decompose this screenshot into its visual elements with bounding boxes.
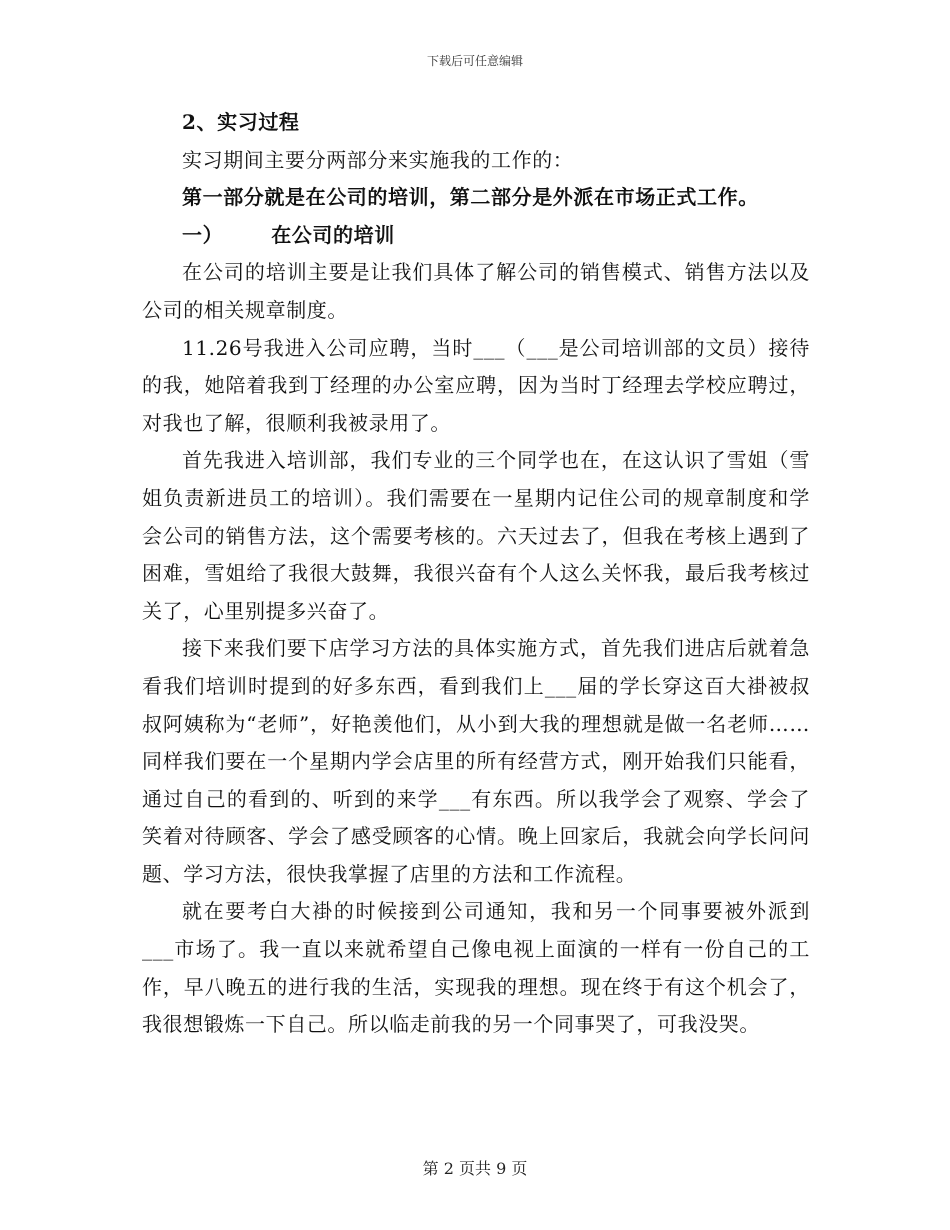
section-heading: 2、实习过程 — [182, 110, 300, 134]
body-paragraph-2: 11.26号我进入公司应聘，当时___（___是公司培训部的文员）接待的我，她陪着我到丁经理的办公室应聘，因为当时丁经理去学校应聘过，对我也了解，很顺利我被录用了。 — [142, 335, 810, 435]
subsection-title: 在公司的培训 — [271, 222, 395, 247]
body-paragraph-4: 接下来我们要下店学习方法的具体实施方式，首先我们进店后就着急看我们培训时提到的好多东西，看到我们上___届的学长穿这百大褂被叔叔阿姨称为“老师”，好艳羡他们，从小到大我的理想就是做一名老师……同样我们要在一个星期内学会店里的所有经营方式，刚开始我们只能看，通过自己的看到的、听到的来学___有东西。所以我学会了观察、学会了笑着对待顾客、学会了感受顾客的心情。晚上回家后，我就会向学长问问题、学习方法，很快我掌握了店里的方法和工作流程。 — [142, 636, 810, 886]
page-footer: 第 2 页共 9 页 — [422, 1159, 528, 1178]
summary-paragraph: 第一部分就是在公司的培训，第二部分是外派在市场正式工作。 — [182, 185, 759, 210]
document-body — [142, 104, 810, 1044]
body-paragraph-5: 就在要考白大褂的时候接到公司通知，我和另一个同事要被外派到___市场了。我一直以来就希望自己像电视上面演的一样有一份自己的工作，早八晚五的进行我的生活，实现我的理想。现在终于有这个机会了，我很想锻炼一下自己。所以临走前我的另一个同事哭了，可我没哭。 — [142, 899, 810, 1037]
intro-paragraph: 实习期间主要分两部分来实施我的工作的： — [182, 147, 574, 172]
page-header: 下载后可任意编辑 — [426, 54, 523, 68]
subsection-heading — [142, 217, 810, 255]
subsection-number: 一） — [182, 222, 224, 247]
body-paragraph-1: 在公司的培训主要是让我们具体了解公司的销售模式、销售方法以及公司的相关规章制度。 — [142, 260, 810, 322]
body-paragraph-3: 首先我进入培训部，我们专业的三个同学也在，在这认识了雪姐（雪姐负责新进员工的培训）。我们需要在一星期内记住公司的规章制度和学会公司的销售方法，这个需要考核的。六天过去了，但我在考核上遇到了困难，雪姐给了我很大鼓舞，我很兴奋有个人这么关怀我，最后我考核过关了，心里别提多兴奋了。 — [142, 448, 810, 623]
